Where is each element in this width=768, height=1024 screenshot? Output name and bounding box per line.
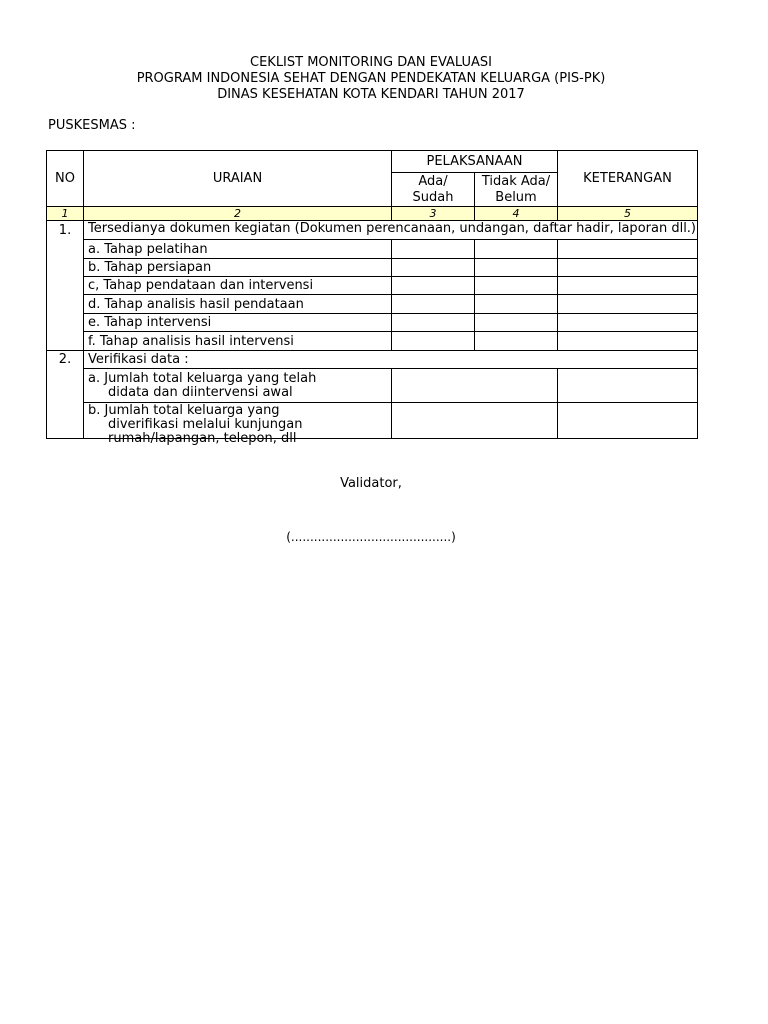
header-ada-line2: Sudah — [412, 189, 454, 205]
validator-label: Validator, — [340, 476, 402, 491]
item-text: f. Tahap analisis hasil intervensi — [84, 332, 392, 351]
header-tidak-ada-belum — [475, 173, 558, 207]
header-ada-sudah — [392, 173, 475, 207]
table-row — [47, 369, 698, 403]
keterangan-cell[interactable] — [558, 403, 698, 439]
item-b-line2: diverifikasi melalui kunjungan — [108, 417, 303, 432]
header-pelaksanaan: PELAKSANAAN — [392, 151, 558, 173]
pelaksanaan-cell[interactable] — [392, 403, 558, 439]
header-no: NO — [47, 151, 84, 207]
header-uraian: URAIAN — [84, 151, 392, 207]
ada-cell[interactable] — [392, 295, 475, 314]
item-text: a. Tahap pelatihan — [84, 240, 392, 259]
item-text: b. Tahap persiapan — [84, 259, 392, 277]
ada-cell[interactable] — [392, 240, 475, 259]
doc-title-line1: CEKLIST MONITORING DAN EVALUASI — [250, 55, 492, 70]
keterangan-cell[interactable] — [558, 259, 698, 277]
tidak-cell[interactable] — [475, 240, 558, 259]
tidak-cell[interactable] — [475, 277, 558, 295]
tidak-cell[interactable] — [475, 295, 558, 314]
tidak-cell[interactable] — [475, 314, 558, 332]
section2-title: Verifikasi data : — [84, 351, 698, 369]
section1-number: 1. — [47, 221, 84, 351]
colnum-2: 2 — [84, 207, 392, 221]
puskesmas-label: PUSKESMAS : — [48, 118, 136, 133]
keterangan-cell[interactable] — [558, 332, 698, 351]
item-a-line1: a. Jumlah total keluarga yang telah — [88, 370, 317, 386]
table-row — [47, 295, 698, 314]
colnum-1: 1 — [47, 207, 84, 221]
table-row — [47, 314, 698, 332]
section1-title-text: Tersedianya dokumen kegiatan (Dokumen perencanaan, undangan, daftar hadir, laporan dll.) — [88, 221, 697, 236]
ada-cell[interactable] — [392, 277, 475, 295]
section2-number: 2. — [47, 351, 84, 439]
pelaksanaan-cell[interactable] — [392, 369, 558, 403]
signature-line: (..........................................) — [286, 530, 456, 544]
table-row — [47, 351, 698, 369]
keterangan-cell[interactable] — [558, 314, 698, 332]
table-row — [47, 277, 698, 295]
keterangan-cell[interactable] — [558, 277, 698, 295]
section1-title — [84, 221, 698, 240]
doc-title-line3: DINAS KESEHATAN KOTA KENDARI TAHUN 2017 — [217, 87, 525, 102]
item-text — [84, 403, 392, 446]
colnum-5: 5 — [558, 207, 698, 221]
item-a-line2: didata dan diintervensi awal — [108, 384, 293, 400]
item-text: d. Tahap analisis hasil pendataan — [84, 295, 392, 314]
table-row — [47, 259, 698, 277]
table-row — [47, 332, 698, 351]
item-text: c, Tahap pendataan dan intervensi — [84, 277, 392, 295]
ada-cell[interactable] — [392, 259, 475, 277]
ada-cell[interactable] — [392, 314, 475, 332]
keterangan-cell[interactable] — [558, 295, 698, 314]
keterangan-cell[interactable] — [558, 369, 698, 403]
header-keterangan: KETERANGAN — [558, 151, 698, 207]
header-ada-line1: Ada/ — [418, 173, 448, 189]
item-b-line1: b. Jumlah total keluarga yang — [88, 403, 280, 418]
item-text — [84, 369, 392, 403]
checklist-table — [46, 150, 698, 446]
item-text: e. Tahap intervensi — [84, 314, 392, 332]
keterangan-cell[interactable] — [558, 240, 698, 259]
colnum-4: 4 — [475, 207, 558, 221]
colnum-3: 3 — [392, 207, 475, 221]
ada-cell[interactable] — [392, 332, 475, 351]
header-tidak-line2: Belum — [495, 189, 537, 205]
table-row — [47, 221, 698, 240]
tidak-cell[interactable] — [475, 259, 558, 277]
column-number-row — [47, 207, 698, 221]
table-row — [47, 403, 698, 439]
header-tidak-line1: Tidak Ada/ — [481, 173, 551, 189]
tidak-cell[interactable] — [475, 332, 558, 351]
item-b-line3: rumah/lapangan, telepon, dll — [108, 431, 297, 446]
table-row — [47, 240, 698, 259]
doc-title-line2: PROGRAM INDONESIA SEHAT DENGAN PENDEKATAN KELUARGA (PIS-PK) — [136, 71, 606, 86]
